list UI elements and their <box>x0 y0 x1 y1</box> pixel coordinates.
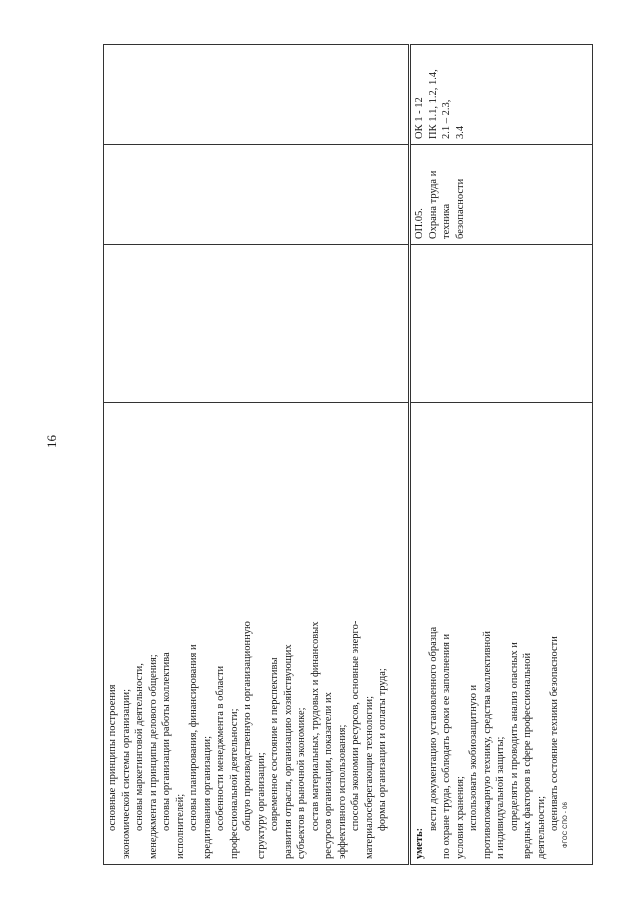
text-line: современное состояние и перспективы <box>269 657 280 831</box>
text-line: определять и проводить анализ опасных и <box>508 642 520 831</box>
text-line: особенности менеджмента в области <box>215 665 226 831</box>
text-line: материалосберегающие технологии; <box>363 696 375 859</box>
text-line: профессиональной деятельности; <box>228 708 240 859</box>
text-line: противопожарную технику, средства коллективной <box>481 630 493 859</box>
footer-code: ФГОС СПО - 06 <box>563 801 569 848</box>
standards-table <box>103 44 593 865</box>
hours-cell <box>104 245 410 403</box>
text-line: развития отрасли, организацию хозяйствующих <box>282 644 294 859</box>
knowledge-list <box>106 408 390 859</box>
text-line: общую производственную и организационную <box>242 621 253 831</box>
professional-competencies-line-3: 3.4 <box>454 125 466 139</box>
table-row-knowledge <box>104 45 410 865</box>
text-line: способы экономии ресурсов, основные энерго- <box>350 620 361 831</box>
competencies-cell <box>410 45 593 145</box>
hours-cell <box>410 245 593 403</box>
competencies-cell <box>104 45 410 145</box>
skills-list <box>427 408 562 859</box>
text-line: структуру организации; <box>255 752 267 859</box>
knowledge-cell <box>104 403 410 865</box>
skills-heading: уметь: <box>414 827 425 859</box>
text-line: использовать экобиозащитную и <box>468 684 479 831</box>
skills-cell <box>410 403 593 865</box>
table-row-skills <box>410 45 593 865</box>
text-line: состав материальных, трудовых и финансовых <box>309 621 321 831</box>
text-line: кредитования организации; <box>201 736 213 859</box>
discipline-title-line-2: безопасности <box>454 178 466 239</box>
text-line: основы планирования, финансирования и <box>188 644 199 831</box>
text-line: оценивать состояние техники безопасности <box>549 636 560 831</box>
text-line: экономической системы организации; <box>120 689 132 859</box>
text-line: деятельности; <box>535 795 547 859</box>
text-line: менеджмента и принципы делового общения; <box>147 654 159 859</box>
text-line: вести документацию установленного образца <box>427 626 439 831</box>
text-line: ресурсов организации, показатели их <box>323 692 334 859</box>
text-line: эффективного использования; <box>336 724 348 859</box>
text-line: основы организации работы коллектива <box>161 652 172 831</box>
text-line: субъектов в рыночной экономике; <box>296 707 307 859</box>
page-number: 16 <box>44 435 59 448</box>
text-line: по охране труда, соблюдать сроки ее заполнения и <box>441 633 452 859</box>
text-line: условия хранения; <box>454 776 466 859</box>
text-line: и индивидуальной защиты; <box>495 736 506 859</box>
standards-table-rotated <box>103 45 592 865</box>
text-line: вредных факторов в сфере профессиональной <box>522 652 533 859</box>
discipline-cell <box>104 145 410 245</box>
text-line: основные принципы построения <box>107 684 118 831</box>
professional-competencies-line-2: 2.1 – 2.3, <box>441 99 452 139</box>
text-line: формы организации и оплаты труда; <box>377 668 388 831</box>
discipline-code: ОП.05. <box>414 208 425 239</box>
professional-competencies-line-1: ПК 1.1, 1.2, 1.4, <box>427 69 439 139</box>
text-line: исполнителей; <box>174 793 186 859</box>
general-competencies: ОК 1 - 12 <box>414 97 425 139</box>
discipline-title-line-1: Охрана труда и техника <box>427 170 452 239</box>
text-line: основы маркетинговой деятельности, <box>134 663 145 831</box>
discipline-cell <box>410 145 593 245</box>
